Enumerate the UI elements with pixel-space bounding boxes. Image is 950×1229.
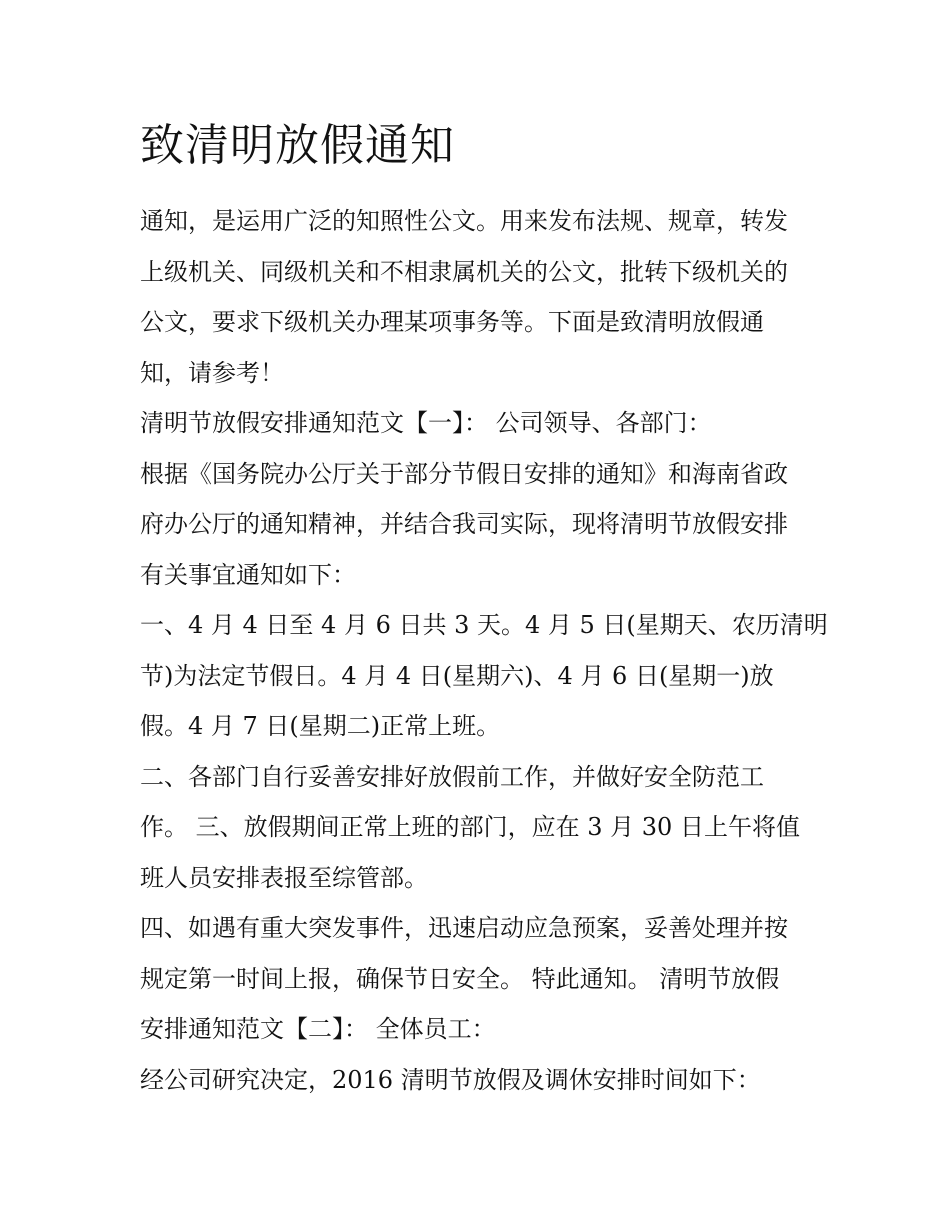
text-line: 安排通知范文【二】： 全体员工： <box>140 1015 496 1043</box>
paragraph-item-one <box>140 600 828 752</box>
text-line: 根据《国务院办公厅关于部分节假日安排的通知》和海南省政 <box>140 459 788 488</box>
paragraph-item-four <box>140 903 820 1055</box>
text-line: 规定第一时间上报，确保节日安全。 特此通知。 清明节放假 <box>140 964 780 993</box>
text-line: 假。4 月 7 日(星期二)正常上班。 <box>140 712 501 740</box>
text-line: 经公司研究决定，2016 清明节放假及调休安排时间如下： <box>140 1065 761 1094</box>
text-line: 四、如遇有重大突发事件，迅速启动应急预案，妥善处理并按 <box>140 914 788 942</box>
paragraph-sample-one-heading <box>140 398 820 449</box>
text-line: 作。 三、放假期间正常上班的部门，应在 3 月 30 日上午将值 <box>140 813 800 841</box>
text-line: 上级机关、同级机关和不相隶属机关的公文，批转下级机关的 <box>140 257 788 286</box>
document-title: 致清明放假通知 <box>140 120 455 171</box>
text-line: 一、4 月 4 日至 4 月 6 日共 3 天。4 月 5 日(星期天、农历清明 <box>140 611 828 639</box>
text-line: 班人员安排表报至综管部。 <box>140 863 428 892</box>
text-line: 二、各部门自行妥善安排好放假前工作，并做好安全防范工 <box>140 762 764 791</box>
text-line: 知，请参考！ <box>140 358 284 387</box>
text-line: 通知，是运用广泛的知照性公文。用来发布法规、规章，转发 <box>140 207 788 235</box>
text-line: 有关事宜通知如下： <box>140 560 356 589</box>
text-line: 清明节放假安排通知范文【一】： 公司领导、各部门： <box>140 409 712 437</box>
paragraph-sample-two <box>140 1055 820 1106</box>
document-body <box>140 196 828 1105</box>
paragraph-item-two-three <box>140 752 820 904</box>
text-line: 节)为法定节假日。4 月 4 日(星期六)、4 月 6 日(星期一)放 <box>140 661 774 690</box>
text-line: 公文，要求下级机关办理某项事务等。下面是致清明放假通 <box>140 308 764 336</box>
text-line: 府办公厅的通知精神，并结合我司实际，现将清明节放假安排 <box>140 510 788 538</box>
paragraph-intro <box>140 196 820 398</box>
paragraph-basis <box>140 449 820 601</box>
